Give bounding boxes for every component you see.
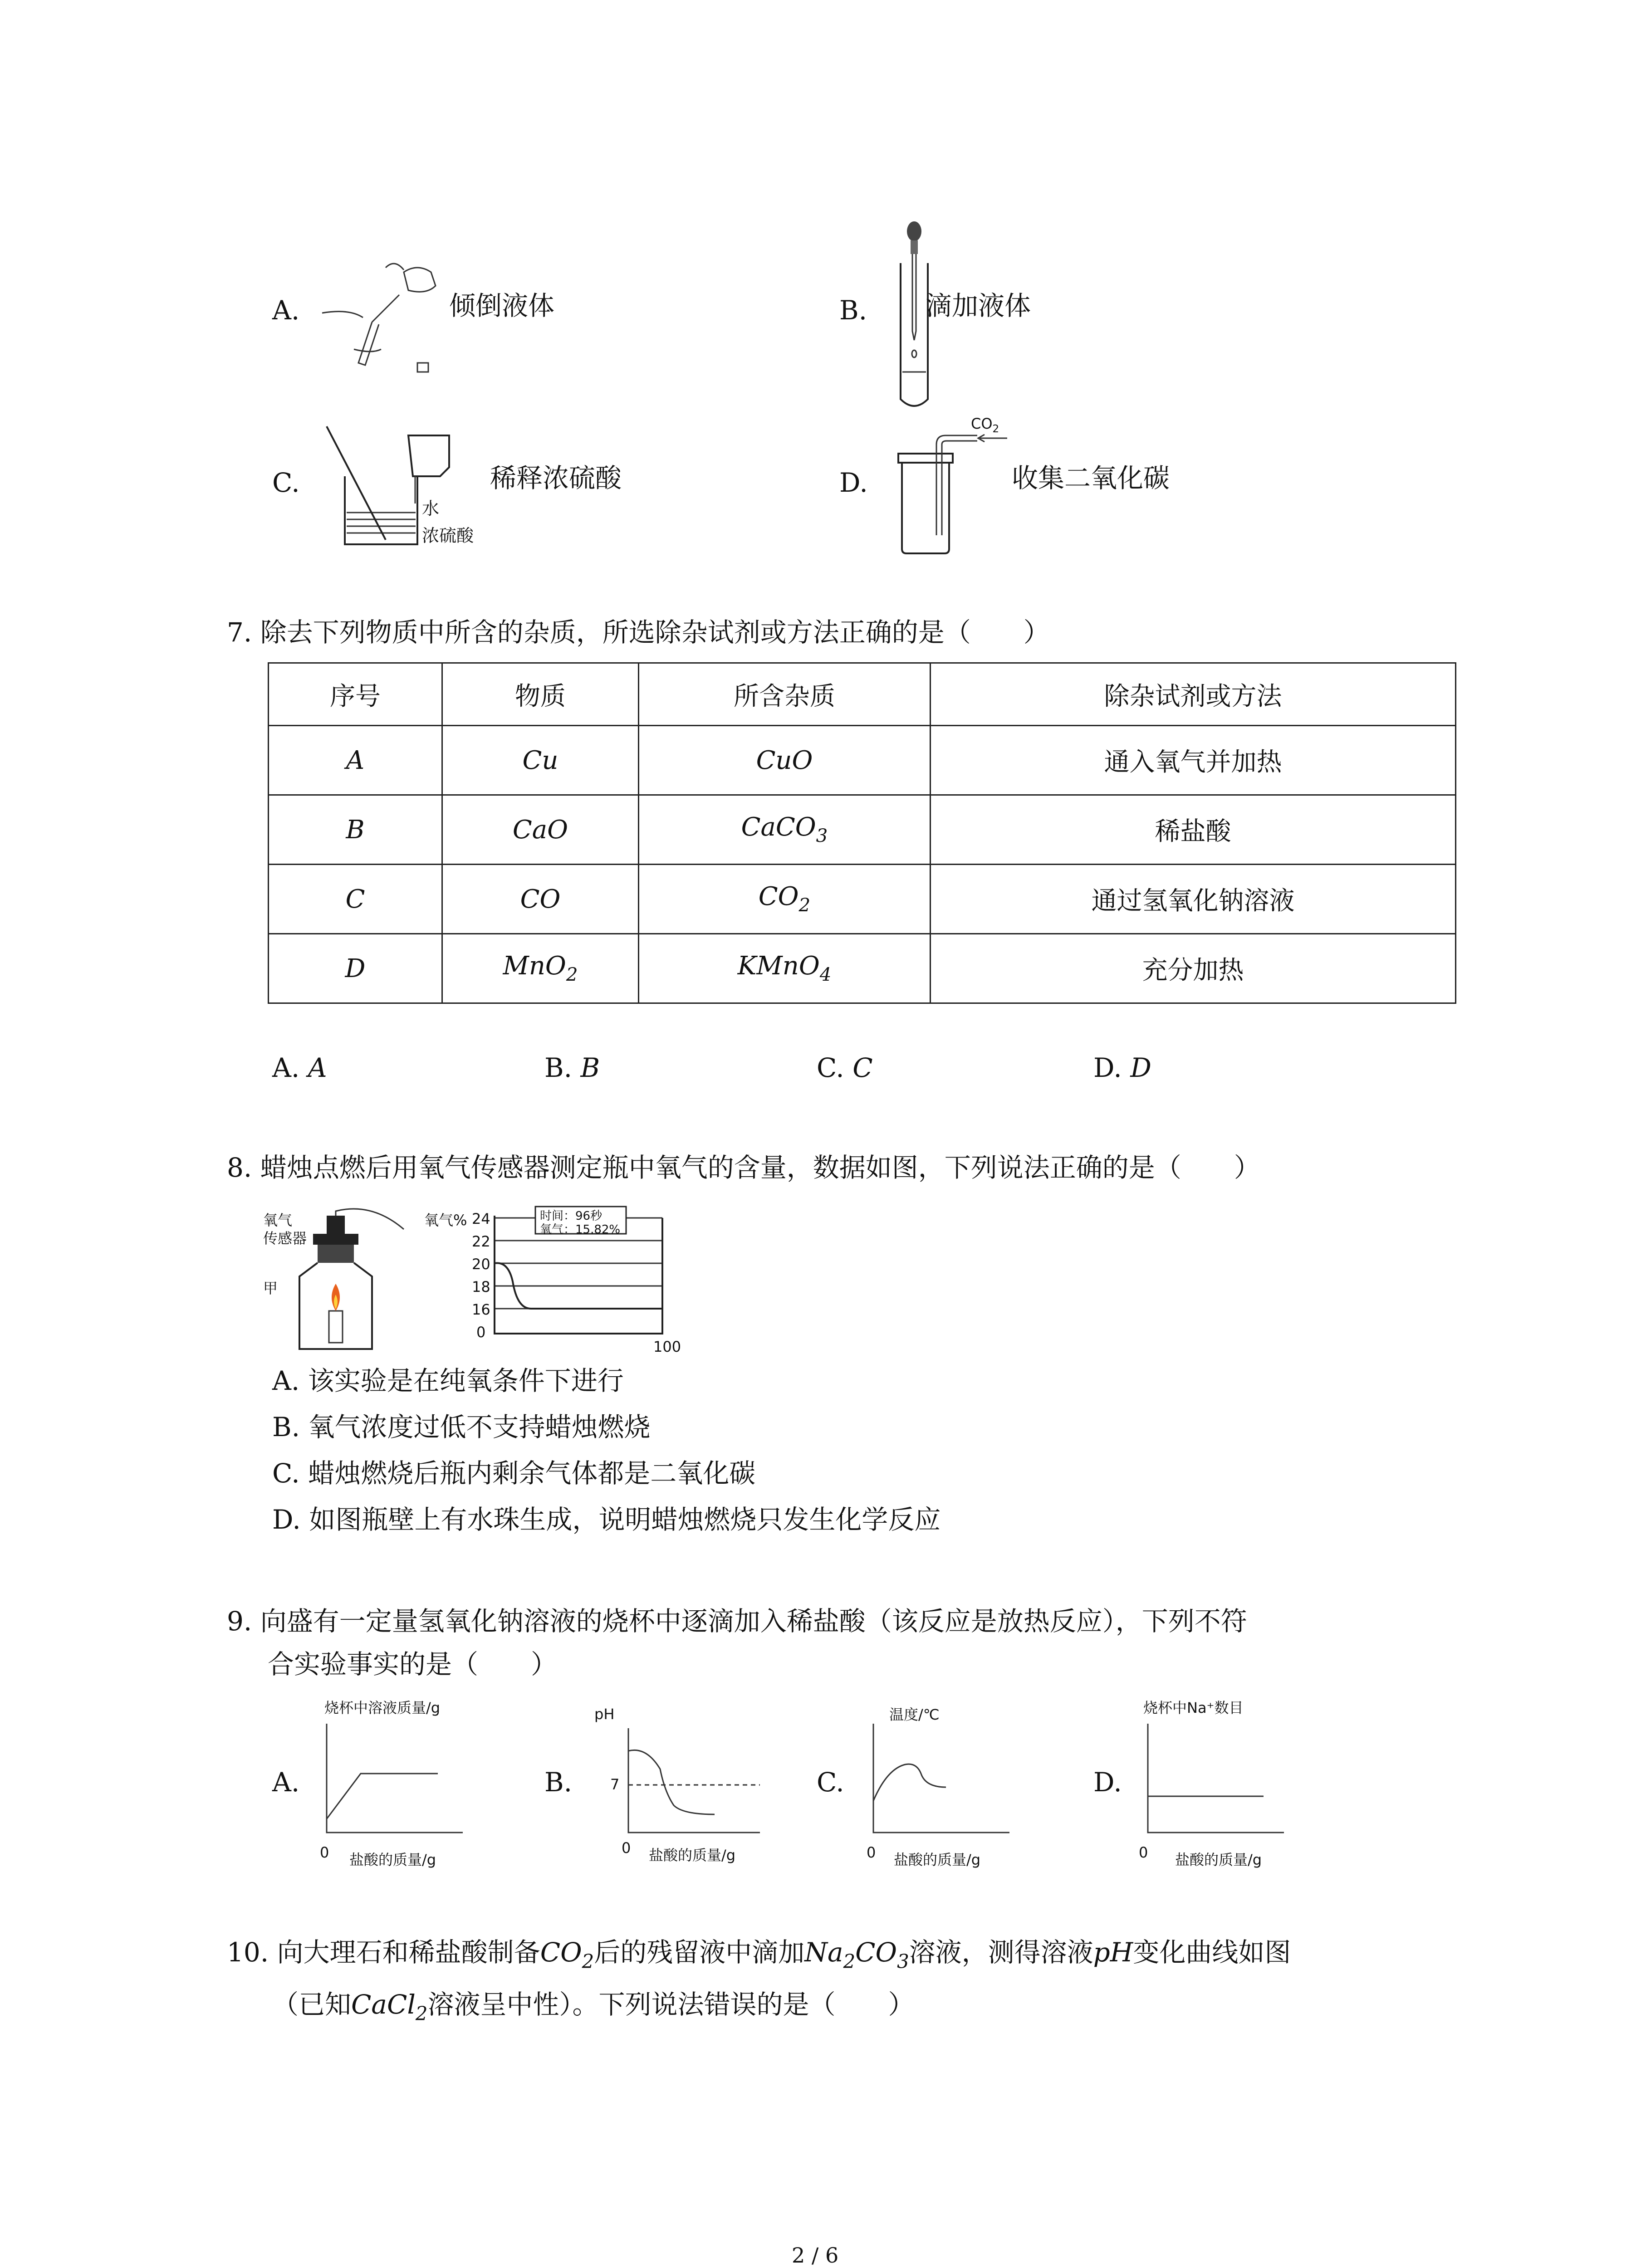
q7-cell-id: D xyxy=(269,934,442,1003)
q9-graph-c-xlabel: 盐酸的质量/g xyxy=(894,1851,981,1868)
q8-graph-ytick: 22 xyxy=(472,1233,490,1250)
q9-graph-a-origin: 0 xyxy=(320,1844,329,1861)
page-number: 2 / 6 xyxy=(792,2243,839,2268)
q9-graph-c-ylabel: 温度/℃ xyxy=(889,1706,940,1723)
q8-graph-ytick: 16 xyxy=(472,1301,490,1318)
q8-option-a: A. 该实验是在纯氧条件下进行 xyxy=(272,1365,624,1396)
q9-graph-c-origin: 0 xyxy=(867,1844,876,1861)
q7-cell-impurity: CuO xyxy=(639,726,931,795)
q6-option-a-letter: A. xyxy=(272,295,300,326)
q8-graph-box-oxygen: 氧气：15.82% xyxy=(540,1223,621,1237)
q6-option-c-letter: C. xyxy=(272,467,300,498)
q6-option-d-label: 收集二氧化碳 xyxy=(1012,463,1170,494)
q7-option-c: C. C xyxy=(817,1052,873,1083)
q9-graph-d-letter: D. xyxy=(1093,1767,1122,1798)
q8-graph-ytick: 18 xyxy=(472,1278,490,1295)
q7-stem: 7. 除去下列物质中所含的杂质，所选除杂试剂或方法正确的是（ ） xyxy=(227,617,1050,648)
q6-option-b-letter: B. xyxy=(839,295,867,326)
q9-graph-c-letter: C. xyxy=(817,1767,844,1798)
q8-graph-box-time: 时间：96秒 xyxy=(540,1209,603,1223)
q7-cell-impurity: $CO_2$ xyxy=(639,865,931,934)
q9-graph-a-ylabel: 烧杯中溶液质量/g xyxy=(324,1699,441,1716)
q7-cell-method: 充分加热 xyxy=(931,934,1456,1003)
q7-cell-method: 稀盐酸 xyxy=(931,795,1456,865)
table-row xyxy=(269,934,1456,1003)
q8-graph-ytick: 24 xyxy=(472,1210,490,1227)
q9-graph-d-ylabel: 烧杯中Na⁺数目 xyxy=(1143,1699,1244,1716)
q7-table xyxy=(268,662,1456,1004)
q9-graph-b-mark: 7 xyxy=(610,1776,620,1793)
q6-option-d-letter: D. xyxy=(839,467,868,498)
q9-graph-a-xlabel: 盐酸的质量/g xyxy=(349,1851,436,1868)
q8-graph-ytick: 20 xyxy=(472,1256,490,1273)
q7-option-b: B. B xyxy=(544,1052,600,1083)
q6-option-c-label: 稀释浓硫酸 xyxy=(490,463,622,494)
q7-cell-impurity: CaCO$_3$ xyxy=(639,795,931,865)
q7-cell-substance: CO xyxy=(442,865,639,934)
q7-header-substance: 物质 xyxy=(442,663,639,726)
q7-header-id: 序号 xyxy=(269,663,442,726)
q6-fig-c-water-label: 水 xyxy=(422,499,440,518)
q9-graph-b-plot xyxy=(628,1728,774,1842)
q7-header-method: 除杂试剂或方法 xyxy=(931,663,1456,726)
q8-bottle-label: 甲 xyxy=(263,1280,278,1297)
q9-graph-b-ylabel: pH xyxy=(594,1706,615,1723)
q8-option-d: D. 如图瓶壁上有水珠生成，说明蜡烛燃烧只发生化学反应 xyxy=(272,1504,941,1535)
q9-graph-d-origin: 0 xyxy=(1139,1844,1148,1861)
q9-graph-c-plot xyxy=(873,1724,1019,1842)
q7-cell-impurity: KMnO$_4$ xyxy=(639,934,931,1003)
q10-line1: 10. 向大理石和稀盐酸制备$CO_2$后的残留液中滴加$Na_2CO_3$溶液，测得溶液pH变化曲线如图 xyxy=(227,1937,1291,1973)
table-row xyxy=(269,795,1456,865)
q8-sensor-label-1: 氧气 xyxy=(263,1212,293,1229)
q10-line2: （已知CaCl$_2$溶液呈中性）。下列说法错误的是（ ） xyxy=(272,1989,915,2025)
q8-graph-ylabel: 氧气% xyxy=(424,1212,467,1229)
q9-graph-a-letter: A. xyxy=(272,1767,300,1798)
table-row xyxy=(269,865,1456,934)
q8-option-c: C. 蜡烛燃烧后瓶内剩余气体都是二氧化碳 xyxy=(272,1458,756,1489)
q9-graph-d-plot xyxy=(1148,1724,1293,1842)
q6-fig-a-pouring-icon xyxy=(318,254,454,381)
q9-graph-a-plot xyxy=(327,1724,472,1842)
q6-fig-d-gas-label: $CO_2$ xyxy=(971,415,999,435)
q7-cell-substance: Cu xyxy=(442,726,639,795)
q7-cell-method: 通入氧气并加热 xyxy=(931,726,1456,795)
q9-stem-line1: 9. 向盛有一定量氢氧化钠溶液的烧杯中逐滴加入稀盐酸（该反应是放热反应），下列不符 xyxy=(227,1606,1247,1637)
q7-cell-method: 通过氢氧化钠溶液 xyxy=(931,865,1456,934)
q7-option-d: D. D xyxy=(1093,1052,1151,1083)
q7-header-impurity: 所含杂质 xyxy=(639,663,931,726)
q9-graph-b-origin: 0 xyxy=(622,1839,631,1857)
q7-cell-id: A xyxy=(269,726,442,795)
q7-cell-substance: MnO$_2$ xyxy=(442,934,639,1003)
q6-fig-d-gas-bottle-icon xyxy=(889,417,1016,562)
q6-fig-c-acid-label: 浓硫酸 xyxy=(422,526,474,546)
q7-cell-substance: CaO xyxy=(442,795,639,865)
q6-option-b-label: 滴加液体 xyxy=(926,290,1031,321)
q8-graph-xtick: 100 xyxy=(653,1338,681,1355)
q9-stem-line2: 合实验事实的是（ ） xyxy=(268,1649,558,1680)
q8-stem: 8. 蜡烛点燃后用氧气传感器测定瓶中氧气的含量，数据如图，下列说法正确的是（ ） xyxy=(227,1152,1260,1183)
q9-graph-b-letter: B. xyxy=(544,1767,573,1798)
q8-graph-ytick: 0 xyxy=(476,1324,486,1341)
q9-graph-b-xlabel: 盐酸的质量/g xyxy=(649,1847,736,1864)
q7-option-a: A. A xyxy=(272,1052,327,1083)
q8-option-b: B. 氧气浓度过低不支持蜡烛燃烧 xyxy=(272,1412,651,1442)
q7-cell-id: C xyxy=(269,865,442,934)
table-row xyxy=(269,726,1456,795)
q6-option-a-label: 倾倒液体 xyxy=(449,290,555,321)
q7-cell-id: B xyxy=(269,795,442,865)
q8-sensor-label-2: 传感器 xyxy=(263,1230,307,1247)
q9-graph-d-xlabel: 盐酸的质量/g xyxy=(1175,1851,1262,1868)
